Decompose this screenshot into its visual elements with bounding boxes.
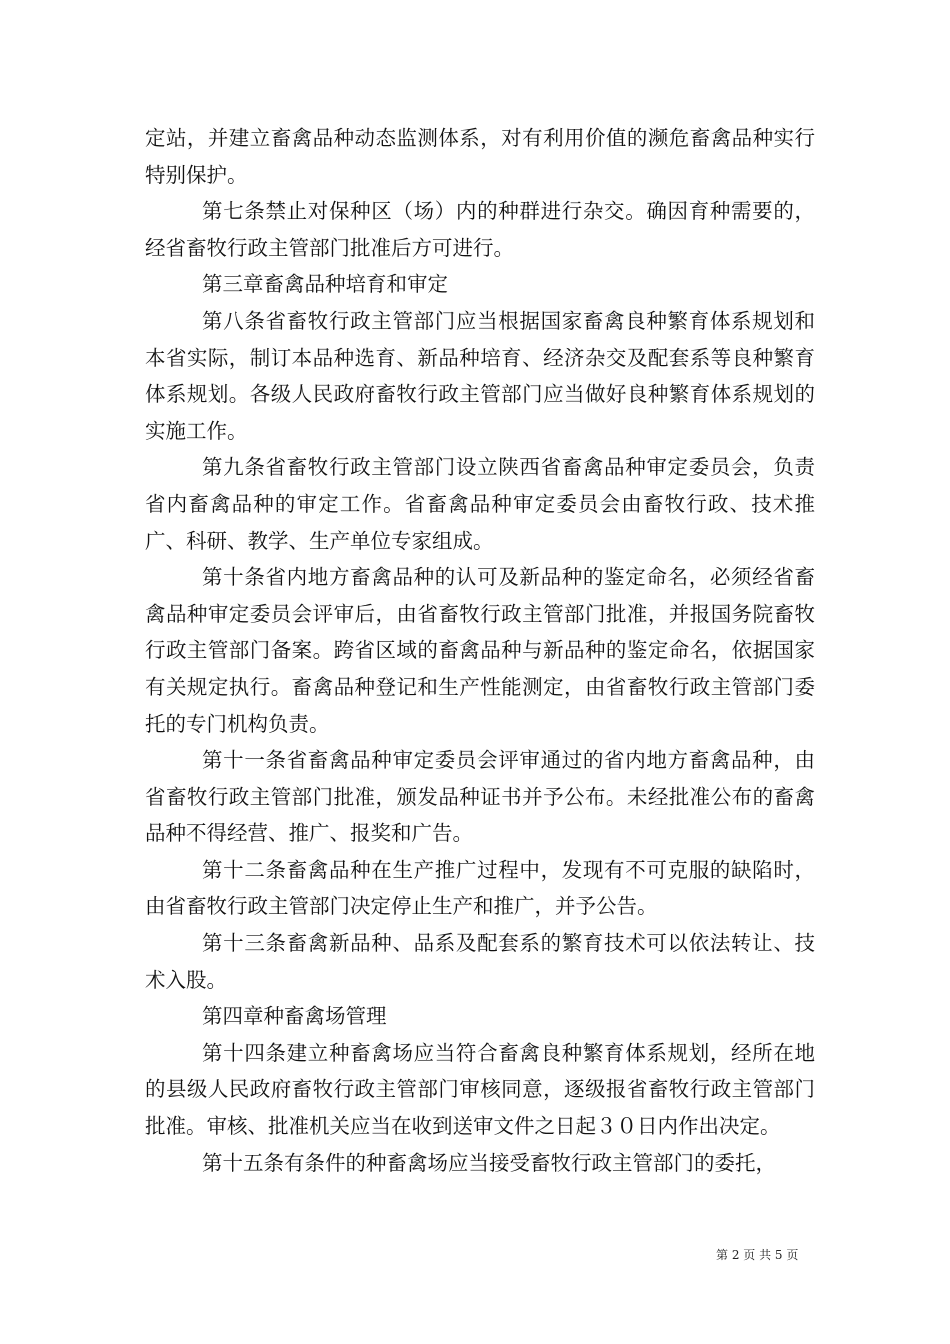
paragraph: 定站，并建立畜禽品种动态监测体系，对有利用价值的濒危畜禽品种实行特别保护。 (145, 126, 815, 187)
chapter-heading: 第三章畜禽品种培育和审定 (202, 272, 448, 297)
paragraph: 第十条省内地方畜禽品种的认可及新品种的鉴定命名，必须经省畜禽品种审定委员会评审后，由省畜牧行政主管部门批准，并报国务院畜牧行政主管部门备案。跨省区域的畜禽品种与新品种的鉴定命名，依据国家有关规定执行。畜禽品种登记和生产性能测定，由省畜牧行政主管部门委托的专门机构负责。 (145, 565, 815, 736)
document-body (145, 120, 815, 1181)
paragraph: 第七条禁止对保种区（场）内的种群进行杂交。确因育种需要的，经省畜牧行政主管部门批准后方可进行。 (145, 199, 815, 260)
paragraph: 第九条省畜牧行政主管部门设立陕西省畜禽品种审定委员会，负责省内畜禽品种的审定工作。省畜禽品种审定委员会由畜牧行政、技术推广、科研、教学、生产单位专家组成。 (145, 455, 815, 553)
paragraph: 第十四条建立种畜禽场应当符合畜禽良种繁育体系规划，经所在地的县级人民政府畜牧行政主管部门审核同意，逐级报省畜牧行政主管部门批准。审核、批准机关应当在收到送审文件之日起３０日内作出决定。 (145, 1040, 815, 1139)
paragraph: 第十二条畜禽品种在生产推广过程中，发现有不可克服的缺陷时，由省畜牧行政主管部门决定停止生产和推广，并予公告。 (145, 857, 815, 919)
paragraph: 第八条省畜牧行政主管部门应当根据国家畜禽良种繁育体系规划和本省实际，制订本品种选育、新品种培育、经济杂交及配套系等良种繁育体系规划。各级人民政府畜牧行政主管部门应当做好良种繁育体系规划的实施工作。 (145, 308, 815, 443)
paragraph: 第十一条省畜禽品种审定委员会评审通过的省内地方畜禽品种，由省畜牧行政主管部门批准，颁发品种证书并予公布。未经批准公布的畜禽品种不得经营、推广、报奖和广告。 (145, 748, 815, 846)
page-number-footer: 第 2 页 共 5 页 (716, 1248, 799, 1262)
paragraph: 第十五条有条件的种畜禽场应当接受畜牧行政主管部门的委托， (202, 1150, 776, 1175)
paragraph: 第十三条畜禽新品种、品系及配套系的繁育技术可以依法转让、技术入股。 (145, 931, 815, 992)
chapter-heading: 第四章种畜禽场管理 (202, 1004, 387, 1029)
